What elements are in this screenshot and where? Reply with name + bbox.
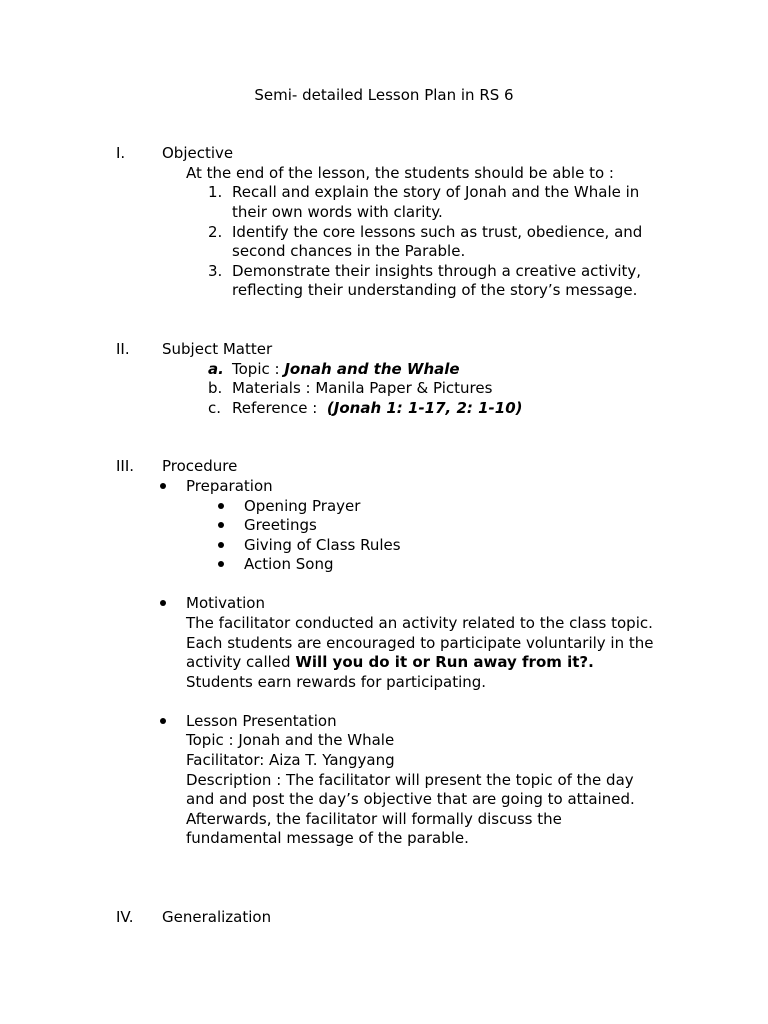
procedure-motivation-label: Motivation [186, 594, 265, 612]
objective-intro: At the end of the lesson, the students should be able to : [186, 164, 614, 182]
motivation-text: The facilitator conducted an activity related to the class topic. [186, 614, 653, 632]
subject-item-topic [232, 360, 460, 380]
subject-item-materials: Materials : Manila Paper & Pictures [232, 379, 493, 397]
section-numeral-procedure: III. [116, 457, 135, 475]
bullet-icon [218, 497, 224, 517]
section-heading-subject: Subject Matter [162, 340, 273, 358]
motivation-text: Students earn rewards for participating. [186, 673, 487, 691]
bullet-icon [218, 536, 224, 556]
objective-item-text: Demonstrate their insights through a creative activity, [232, 262, 642, 280]
bullet-icon [160, 477, 166, 497]
subject-item-label: b. [208, 379, 223, 397]
procedure-preparation-label: Preparation [186, 477, 273, 495]
presentation-topic: Topic : Jonah and the Whale [186, 731, 395, 749]
objective-item-text: their own words with clarity. [232, 203, 443, 221]
section-heading-generalization: Generalization [162, 908, 272, 926]
section-numeral-generalization: IV. [116, 908, 134, 926]
presentation-description: fundamental message of the parable. [186, 829, 469, 847]
preparation-item: Greetings [244, 516, 317, 534]
presentation-description: Afterwards, the facilitator will formally discuss the [186, 810, 562, 828]
bullet-icon [218, 555, 224, 575]
bullet-icon [218, 516, 224, 536]
activity-name: Will you do it or Run away from it?. [295, 653, 594, 671]
subject-item-label: a. [208, 360, 224, 378]
objective-item-text: Identify the core lessons such as trust, obedience, and [232, 223, 643, 241]
bullet-icon [160, 712, 166, 732]
objective-item-text: Recall and explain the story of Jonah and the Whale in [232, 183, 640, 201]
preparation-item: Opening Prayer [244, 497, 361, 515]
presentation-description: and and post the day’s objective that are going to attained. [186, 790, 635, 808]
subject-item-value: Jonah and the Whale [284, 360, 460, 378]
subject-item-value: (Jonah 1: 1-17, 2: 1-10) [326, 399, 523, 417]
objective-item-text: reflecting their understanding of the story’s message. [232, 281, 638, 299]
section-numeral-subject: II. [116, 340, 130, 358]
subject-item-prefix: Topic : [232, 360, 285, 378]
objective-item-number: 1. [208, 183, 223, 201]
objective-item-text: second chances in the Parable. [232, 242, 466, 260]
motivation-text: Each students are encouraged to participate voluntarily in the [186, 634, 654, 652]
motivation-text-prefix: activity called [186, 653, 296, 671]
presentation-description: Description : The facilitator will present the topic of the day [186, 771, 634, 789]
section-numeral-objective: I. [116, 144, 126, 162]
presentation-facilitator: Facilitator: Aiza T. Yangyang [186, 751, 395, 769]
procedure-presentation-label: Lesson Presentation [186, 712, 337, 730]
preparation-item: Action Song [244, 555, 334, 573]
preparation-item: Giving of Class Rules [244, 536, 401, 554]
page-title: Semi- detailed Lesson Plan in RS 6 [254, 86, 514, 104]
subject-item-prefix: Reference : [232, 399, 327, 417]
section-heading-procedure: Procedure [162, 457, 238, 475]
subject-item-reference [232, 399, 523, 419]
section-heading-objective: Objective [162, 144, 234, 162]
subject-item-label: c. [208, 399, 222, 417]
objective-item-number: 2. [208, 223, 223, 241]
bullet-icon [160, 594, 166, 614]
motivation-text [186, 653, 594, 673]
objective-item-number: 3. [208, 262, 223, 280]
